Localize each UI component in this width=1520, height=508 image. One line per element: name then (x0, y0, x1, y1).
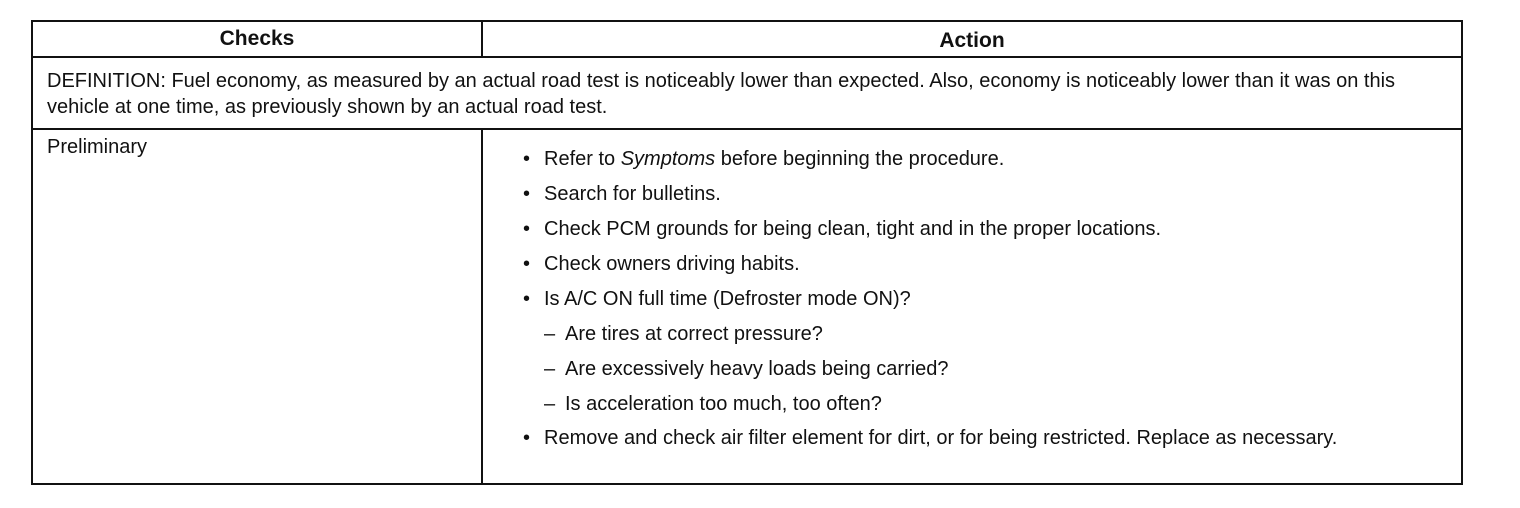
dash-glyph: – (544, 358, 556, 380)
action-subitem-2 (523, 356, 1441, 382)
dash-glyph: – (544, 323, 556, 345)
bullet-glyph: • (523, 288, 531, 310)
header-checks: Checks (33, 22, 483, 56)
action-subtext: Are tires at correct pressure? (565, 323, 823, 345)
diagnostic-table (31, 20, 1463, 485)
bullet-glyph: • (523, 218, 531, 240)
definition-row: DEFINITION: Fuel economy, as measured by an actual road test is noticeably lower than expected. Also, economy is noticeably lower than it was on this vehicle at one time, as previously shown by an actual road test. (33, 58, 1461, 130)
action-cell (483, 130, 1461, 483)
action-text: Remove and check air filter element for dirt, or for being restricted. Replace as necessary. (544, 427, 1338, 449)
action-text: Is A/C ON full time (Defroster mode ON)? (544, 288, 911, 310)
action-item-3 (523, 216, 1441, 242)
action-text: Check owners driving habits. (544, 253, 800, 275)
bullet-glyph: • (523, 427, 531, 449)
bullet-glyph: • (523, 183, 531, 205)
bullet-glyph: • (523, 253, 531, 275)
table-header-row (33, 22, 1461, 58)
check-cell: Preliminary (33, 130, 483, 483)
action-subtext: Is acceleration too much, too often? (565, 393, 882, 415)
dash-glyph: – (544, 393, 556, 415)
action-item-1 (523, 146, 1441, 172)
action-text-after: before beginning the procedure. (715, 148, 1005, 170)
action-subtext: Are excessively heavy loads being carried? (565, 358, 949, 380)
action-text-before: Refer to (544, 148, 621, 170)
action-item-2 (523, 181, 1441, 207)
action-subitem-1 (523, 321, 1441, 347)
bullet-glyph: • (523, 148, 531, 170)
action-subitem-3 (523, 391, 1441, 417)
action-text: Search for bulletins. (544, 183, 721, 205)
action-item-4 (523, 251, 1441, 277)
header-action: Action (939, 28, 1005, 52)
action-text: Check PCM grounds for being clean, tight and in the proper locations. (544, 218, 1162, 240)
action-item-6 (523, 426, 1441, 451)
action-item-5 (523, 286, 1441, 312)
action-text-italic: Symptoms (620, 148, 716, 170)
table-row (33, 130, 1461, 483)
